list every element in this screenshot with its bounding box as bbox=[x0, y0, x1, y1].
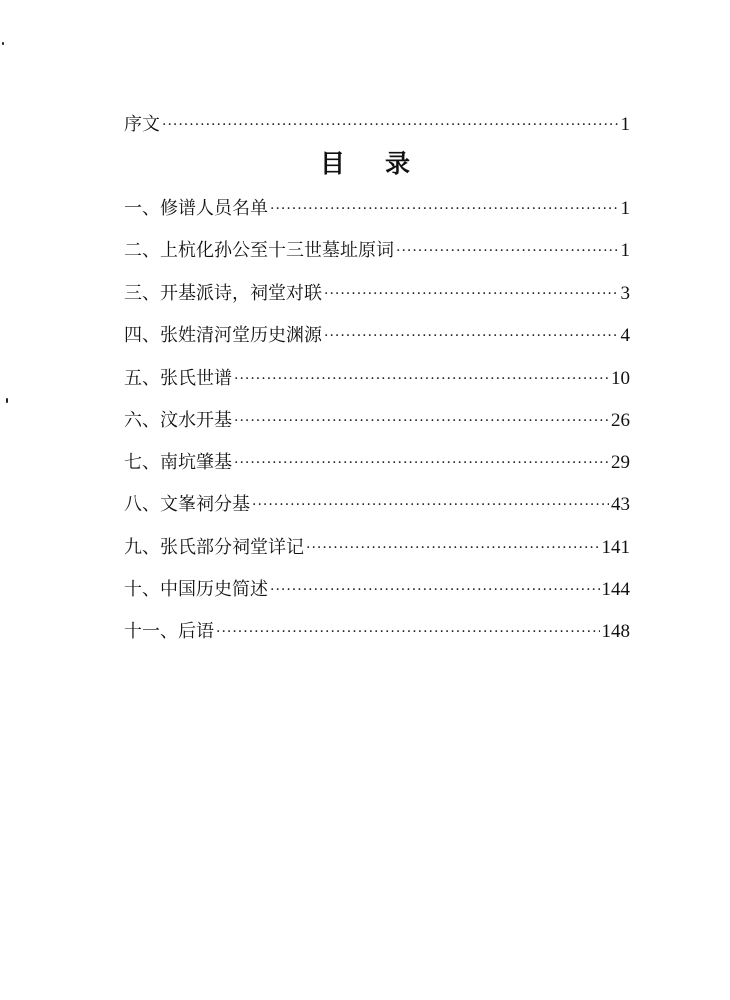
toc-entry-preface[interactable] bbox=[124, 106, 630, 136]
toc-entry-page-number: 1 bbox=[620, 240, 630, 261]
toc-entry-label: 四、张姓清河堂历史渊源 bbox=[124, 325, 322, 346]
toc-entry-page-number: 26 bbox=[611, 410, 630, 431]
dot-leader bbox=[270, 198, 619, 220]
toc-entry[interactable] bbox=[124, 444, 630, 474]
dot-leader bbox=[324, 325, 619, 347]
toc-entry-label: 六、汶水开基 bbox=[124, 410, 232, 431]
toc-entry-label: 三、开基派诗，祠堂对联 bbox=[124, 283, 322, 304]
toc-entry[interactable] bbox=[124, 486, 630, 516]
toc-entry-label: 九、张氏部分祠堂详记 bbox=[124, 537, 304, 558]
toc-entry-page-number: 144 bbox=[601, 579, 630, 600]
toc-entry-label: 十一、后语 bbox=[124, 621, 214, 642]
dot-leader bbox=[252, 494, 609, 516]
dot-leader bbox=[234, 410, 609, 432]
toc-entry-page-number: 141 bbox=[601, 537, 630, 558]
toc-entry-label: 序文 bbox=[124, 114, 160, 135]
toc-entry[interactable] bbox=[124, 571, 630, 601]
toc-entry[interactable] bbox=[124, 529, 630, 559]
toc-entry-page-number: 4 bbox=[620, 325, 630, 346]
toc-entry-page-number: 10 bbox=[611, 368, 630, 389]
toc-entry[interactable] bbox=[124, 275, 630, 305]
toc-entry-page-number: 1 bbox=[620, 198, 630, 219]
toc-entry[interactable] bbox=[124, 190, 630, 220]
dot-leader bbox=[270, 579, 600, 601]
toc-entry-label: 十、中国历史简述 bbox=[124, 579, 268, 600]
toc-entry-label: 二、上杭化孙公至十三世墓址原词 bbox=[124, 240, 394, 261]
scan-speck bbox=[2, 42, 4, 45]
dot-leader bbox=[216, 621, 600, 643]
toc-entry-label: 五、张氏世谱 bbox=[124, 368, 232, 389]
toc-entry[interactable] bbox=[124, 232, 630, 262]
toc-entry-page-number: 1 bbox=[620, 114, 630, 135]
dot-leader bbox=[234, 452, 609, 474]
toc-entry-page-number: 3 bbox=[620, 283, 630, 304]
toc-entry[interactable] bbox=[124, 317, 630, 347]
toc-heading: 目录 bbox=[319, 149, 450, 178]
toc-entry[interactable] bbox=[124, 402, 630, 432]
dot-leader bbox=[306, 537, 600, 559]
toc-entry-label: 七、南坑肇基 bbox=[124, 452, 232, 473]
toc-entry-label: 八、文峯祠分基 bbox=[124, 494, 250, 515]
dot-leader bbox=[396, 240, 619, 262]
scan-speck bbox=[6, 398, 8, 403]
toc-entry-label: 一、修谱人员名单 bbox=[124, 198, 268, 219]
dot-leader bbox=[234, 368, 609, 390]
toc-entry[interactable] bbox=[124, 613, 630, 643]
dot-leader bbox=[162, 114, 619, 136]
toc-entry-page-number: 148 bbox=[601, 621, 630, 642]
toc-entry[interactable] bbox=[124, 360, 630, 390]
toc-entry-page-number: 29 bbox=[611, 452, 630, 473]
dot-leader bbox=[324, 283, 619, 305]
toc-entry-page-number: 43 bbox=[611, 494, 630, 515]
